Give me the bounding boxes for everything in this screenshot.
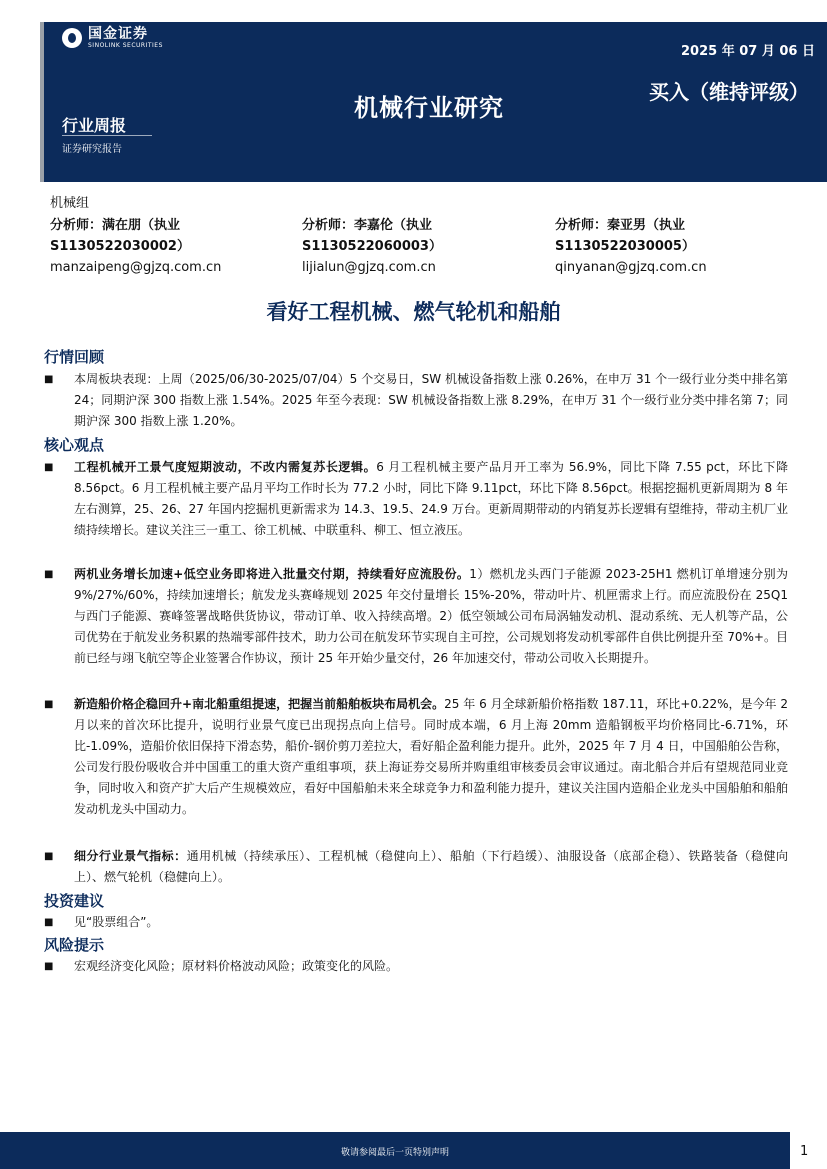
bullet-lead: 细分行业景气指标：	[74, 849, 187, 863]
analyst-group: 机械组	[50, 196, 90, 211]
section-heading-market: 行情回顾	[44, 348, 105, 366]
bullet-core-2	[44, 564, 788, 669]
bullet-square-icon: ■	[44, 462, 54, 473]
report-title: 看好工程机械、燃气轮机和船舶	[266, 300, 561, 324]
analyst-email[interactable]: qinyanan@gjzq.com.cn	[555, 260, 707, 275]
bullet-square-icon: ■	[44, 917, 54, 928]
bullet-invest	[44, 912, 788, 933]
footer-disclaimer[interactable]: 敬请参阅最后一页特别声明	[340, 1148, 449, 1158]
report-type: 证券研究报告	[62, 144, 122, 155]
analyst-name: 分析师：秦亚男（执业	[555, 218, 686, 233]
report-date: 2025 年 07 月 06 日	[681, 44, 815, 59]
logo-chinese: 国金证券	[88, 26, 148, 42]
logo-mark-icon	[62, 28, 82, 48]
bullet-core-3	[44, 694, 788, 820]
header-divider	[62, 135, 152, 136]
bullet-core-4	[44, 846, 788, 888]
analyst-card	[555, 215, 795, 278]
analyst-license: S1130522060003）	[302, 239, 442, 254]
bullet-square-icon: ■	[44, 851, 54, 862]
analyst-license: S1130522030002）	[50, 239, 190, 254]
industry-title: 机械行业研究	[354, 94, 504, 122]
analyst-card	[50, 215, 290, 278]
company-logo	[62, 27, 163, 49]
bullet-square-icon: ■	[44, 569, 54, 580]
section-heading-core: 核心观点	[44, 436, 105, 454]
bullet-lead: 新造船价格企稳回升+南北船重组提速，把握当前船舶板块布局机会。	[74, 697, 445, 711]
section-heading-risk: 风险提示	[44, 936, 105, 954]
section-heading-invest: 投资建议	[44, 892, 105, 910]
bullet-text: 通用机械（持续承压）、工程机械（稳健向上）、船舶（下行趋缓）、油服设备（底部企稳）、铁路装备（稳健向上）、燃气轮机（稳健向上）。	[74, 849, 788, 884]
bullet-square-icon: ■	[44, 374, 54, 385]
rating: 买入（维持评级）	[649, 80, 809, 104]
analyst-license: S1130522030005）	[555, 239, 695, 254]
bullet-lead: 工程机械开工景气度短期波动，不改内需复苏长逻辑。	[74, 460, 377, 474]
page-number: 1	[800, 1144, 809, 1159]
header-accent	[40, 22, 44, 182]
analyst-card	[302, 215, 542, 278]
bullet-text: 见“股票组合”。	[74, 915, 159, 929]
bullet-market	[44, 369, 788, 432]
bullet-text: 1）燃机龙头西门子能源 2023-25H1 燃机订单增速分别为 9%/27%/60%，持续加速增长；航发龙头赛峰规划 2025 年交付量增长 15%-20%，带动叶片、机匣需求上行。而应流股份在 25Q1 与西门子能源、赛峰签署战略供货协议，带动订单、收入持续高增。2）低空领域公司布局涡轴发动机、混动系统、无人机等产品，公司优势在于航发业务积累的热端零部件技术，助力公司在航发环节实现自主可控，公司规划将发动机零部件自供比例提升至 70%+。目前已经与翊飞航空等企业签署合作协议，预计 25 年开始少量交付，26 年加速交付，带动公司收入长期提升。	[74, 567, 788, 665]
logo-english: SINOLINK SECURITIES	[88, 42, 163, 49]
bullet-text: 宏观经济变化风险；原材料价格波动风险；政策变化的风险。	[74, 959, 399, 973]
bullet-core-1	[44, 457, 788, 541]
bullet-text: 25 年 6 月全球新船价格指数 187.11，环比+0.22%，是今年 2 月以来的首次环比提升，说明行业景气度已出现拐点向上信号。同时成本端，6 月上海 20mm 造船钢板平均价格同比-6.71%，环比-1.09%，造船价依旧保持下滑态势，船价-钢价剪刀差拉大，看好船企盈利能力提升。此外，2025 年 7 月 4 日，中国船舶公告称，公司发行股份吸收合并中国重工的重大资产重组事项，获上海证券交易所并购重组审核委员会审议通过。南北船合并后有望规范同业竞争，同时收入和资产扩大后产生规模效应，看好中国船舶未来全球竞争力和盈利能力提升，建议关注国内造船企业龙头中国船舶和船舶发动机龙头中国动力。	[74, 697, 789, 816]
bullet-square-icon: ■	[44, 961, 54, 972]
analyst-email[interactable]: manzaipeng@gjzq.com.cn	[50, 260, 222, 275]
report-kind: 行业周报	[62, 116, 127, 135]
bullet-risk	[44, 956, 788, 977]
analyst-email[interactable]: lijialun@gjzq.com.cn	[302, 260, 436, 275]
analyst-name: 分析师：李嘉伦（执业	[302, 218, 433, 233]
bullet-text: 6 月工程机械主要产品月开工率为 56.9%，同比下降 7.55 pct，环比下降 8.56pct。6 月工程机械主要产品月平均工作时长为 77.2 小时，同比下降 9.11pct，环比下降 8.56pct。根据挖掘机更新周期为 8 年左右测算，25、26、27 年国内挖掘机更新需求为 14.3、19.5、24.9 万台。更新周期带动的内销复苏长逻辑有望维持，带动主机厂业绩持续增长。建议关注三一重工、徐工机械、中联重科、柳工、恒立液压。	[74, 460, 788, 537]
bullet-square-icon: ■	[44, 699, 54, 710]
bullet-text: 本周板块表现：上周（2025/06/30-2025/07/04）5 个交易日，SW 机械设备指数上涨 0.26%，在申万 31 个一级行业分类中排名第 24；同期沪深 300 指数上涨 1.54%。2025 年至今表现：SW 机械设备指数上涨 8.29%，在申万 31 个一级行业分类中排名第 7；同期沪深 300 指数上涨 1.20%。	[74, 372, 788, 428]
analyst-name: 分析师：满在朋（执业	[50, 218, 181, 233]
bullet-lead: 两机业务增长加速+低空业务即将进入批量交付期，持续看好应流股份。	[74, 567, 470, 581]
